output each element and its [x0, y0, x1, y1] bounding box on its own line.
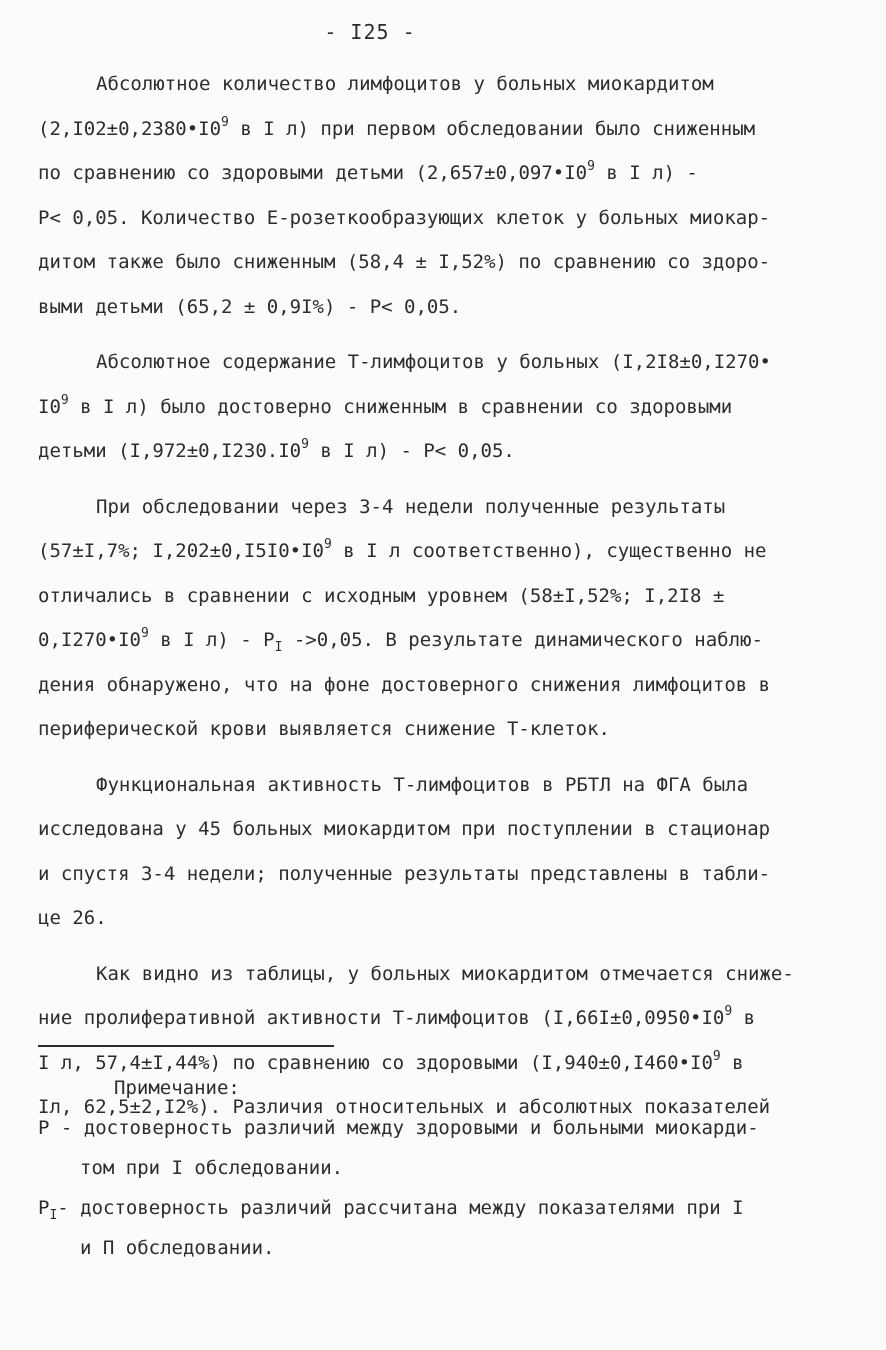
note-text: - достоверность различий между здоровыми и больными миокарди- [49, 1117, 759, 1139]
page-number: - I25 - [324, 20, 416, 44]
text-line: При обследовании через 3-4 недели полученные результаты [96, 495, 726, 518]
exponent: 9 [323, 537, 332, 552]
exponent: 9 [712, 1048, 721, 1064]
exponent: 9 [724, 1004, 733, 1019]
note-continuation: том при I обследовании. [80, 1157, 344, 1179]
text-line: выми детьми (65,2 ± 0,9I%) - P< 0,05. [38, 295, 462, 318]
exponent: 9 [587, 159, 595, 174]
note-text: - достоверность различий рассчитана между показателями при I [57, 1197, 744, 1219]
text-line: ние пролиферативной активности T-лимфоцитов ($I,66I\pm 0,0950•I0^9$ в [38, 1004, 756, 1029]
footnotes [38, 1068, 828, 1268]
text-line: Iл, 62,5±2,I2%). Различия относительных и абсолютных показателей [38, 1096, 771, 1118]
paragraph [38, 485, 808, 752]
text-line: дения обнаружено, что на фоне достоверного снижения лимфоцитов в [38, 673, 771, 696]
paragraph [38, 340, 808, 474]
note-item [38, 1188, 828, 1228]
note-continuation: и П обследовании. [80, 1237, 275, 1259]
exponent: 9 [140, 626, 149, 641]
text-line: исследована у 45 больных миокардитом при поступлении в стационар [38, 818, 771, 840]
text-line: (57±I,7%; $I,202\pm 0,I5I0•I0^9$ в I л соответственно), существенно не [38, 537, 767, 562]
text-line: Абсолютное количество лимфоцитов у больных миокардитом [96, 73, 714, 95]
text-line: $0,I270•I0^9$ в I $л) - P_I$ ->0,05. В результате динамического наблю- [38, 626, 763, 655]
text-line: це 26. [38, 907, 107, 929]
text-line: $I0^9$ в I л) было достоверно сниженным в сравнении со здоровыми [38, 392, 733, 418]
text-line: P< 0,05. Количество E-розеткообразующих клеток у больных миокар- [38, 206, 771, 229]
notes-title: Примечание: [114, 1077, 240, 1099]
footnote-divider [38, 1045, 334, 1047]
body-text [38, 62, 808, 1141]
note-label: P [38, 1117, 50, 1139]
text-line: ($2,I02\pm 0,2380•I0^9$ в I л) при первом обследовании было сниженным [38, 114, 756, 140]
text-line: Функциональная активность T-лимфоцитов в РБТЛ на ФГА была [96, 773, 749, 796]
subscript: I [274, 640, 283, 655]
note-label: P [38, 1197, 50, 1219]
paragraph [38, 62, 808, 329]
text-line: Как видно из таблицы, у больных миокардитом отмечается сниже- [96, 962, 794, 985]
text-line: детьми ($I,972\pm 0,I230.I0^9$ в I л) - P< 0,05. [38, 437, 515, 462]
text-line: и спустя 3-4 недели; полученные результаты представлены в табли- [38, 862, 771, 885]
text-line: отличались в сравнении с исходным уровнем (58±I,52%; I,2I8 ± [38, 584, 725, 607]
text-line: по сравнению со здоровыми детьми ($2,657\pm 0,097•I0^9$ в I л) - [38, 159, 698, 184]
exponent: 9 [301, 437, 309, 452]
note-item [38, 1108, 828, 1148]
exponent: 9 [221, 114, 229, 130]
exponent: 9 [60, 392, 69, 408]
text-line: Абсолютное содержание T-лимфоцитов у больных (I,2I8±0,I270• [96, 351, 771, 373]
subscript: I [49, 1208, 58, 1223]
text-line: периферической крови выявляется снижение T-клеток. [38, 718, 610, 740]
text-line: I л, 57,4±I,44%) по сравнению со здоровыми ($I,940\pm 0,I460•I0^9$ в [38, 1048, 744, 1074]
text-line: дитом также было сниженным (58,4 ± I,52%) по сравнению со здоро- [38, 251, 771, 273]
paragraph [38, 763, 808, 941]
